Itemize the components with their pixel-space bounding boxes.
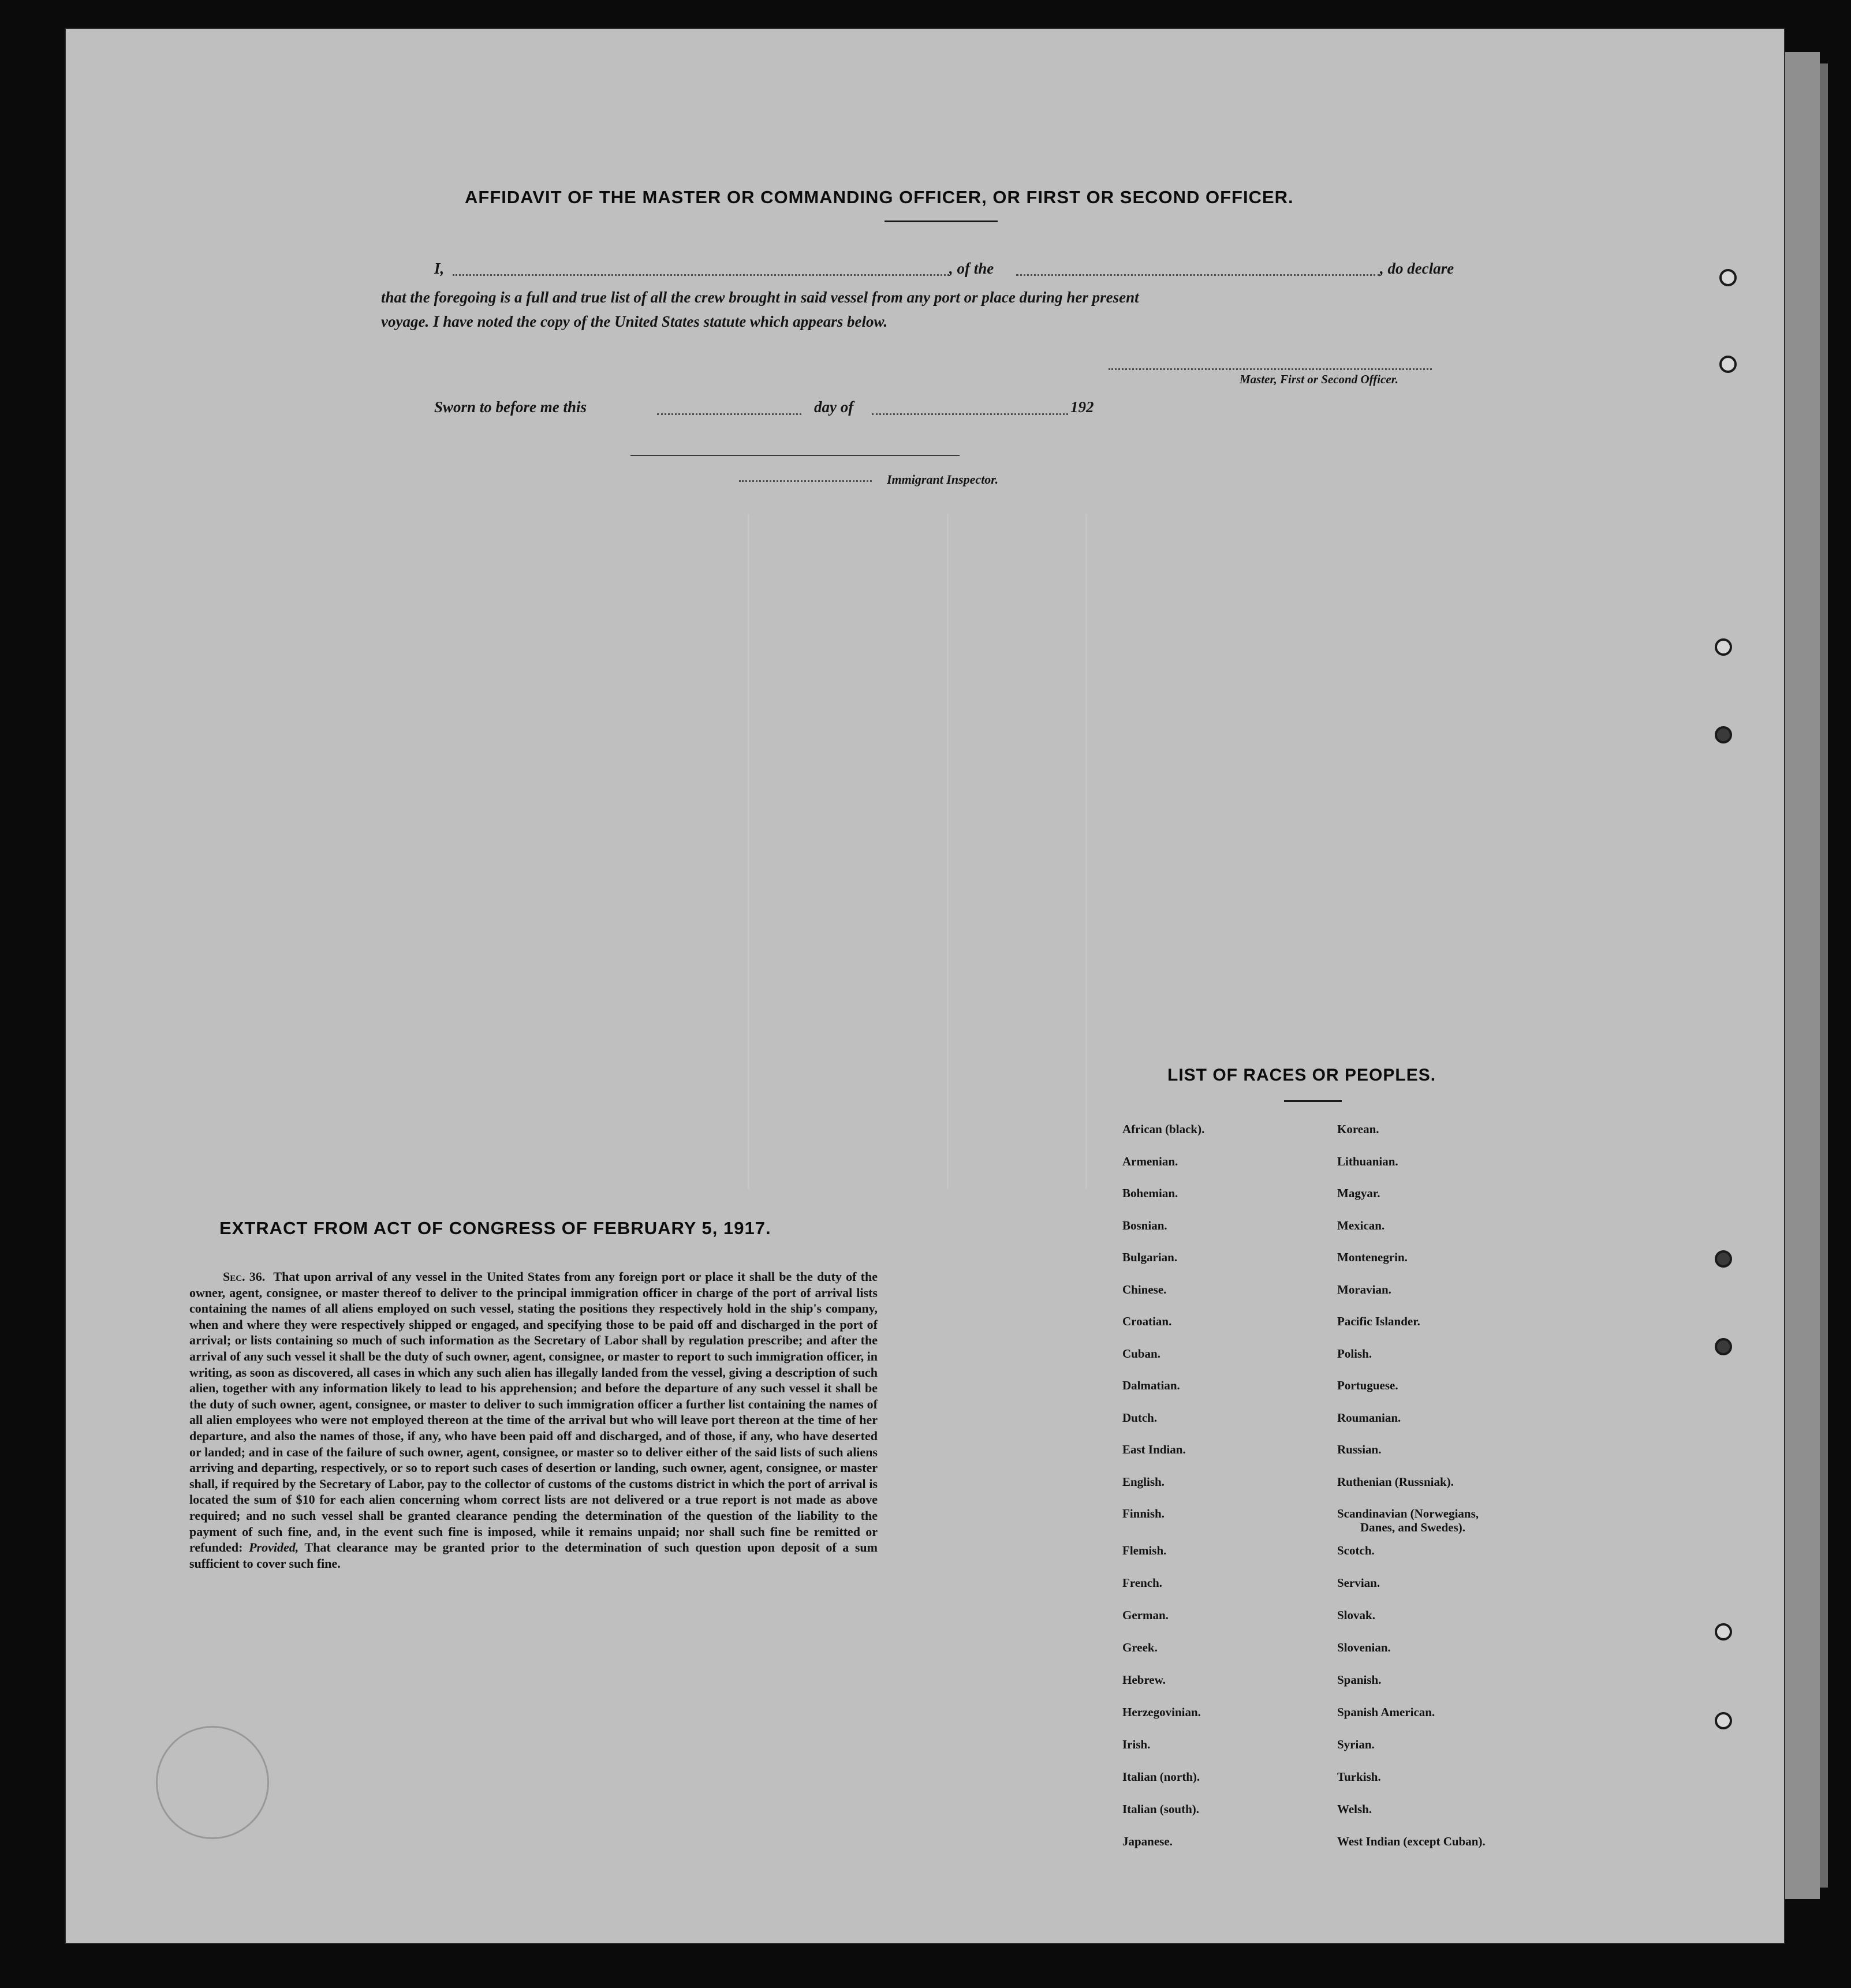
race-item: Croatian. bbox=[1122, 1314, 1172, 1328]
section-provided: Provided, bbox=[249, 1540, 299, 1555]
race-item: Hebrew. bbox=[1122, 1673, 1166, 1687]
race-item: Korean. bbox=[1337, 1122, 1379, 1136]
race-item: Scotch. bbox=[1337, 1544, 1375, 1557]
race-item: Servian. bbox=[1337, 1576, 1380, 1590]
extract-title: EXTRACT FROM ACT OF CONGRESS OF FEBRUARY 5, 1917. bbox=[219, 1218, 771, 1238]
faded-stamp-icon bbox=[156, 1726, 269, 1839]
race-item: Greek. bbox=[1122, 1641, 1158, 1654]
race-item: Spanish. bbox=[1337, 1673, 1382, 1687]
inspector-caption: Immigrant Inspector. bbox=[887, 472, 999, 487]
race-item: Magyar. bbox=[1337, 1186, 1380, 1200]
race-item: African (black). bbox=[1122, 1122, 1205, 1136]
affidavit-line2: that the foregoing is a full and true list of all the crew brought in said vessel from any port or place during her present bbox=[381, 289, 1139, 306]
race-item: West Indian (except Cuban). bbox=[1337, 1834, 1486, 1848]
bleed-through-line bbox=[748, 514, 749, 1189]
race-item: East Indian. bbox=[1122, 1443, 1186, 1456]
sworn-start: Sworn to before me this bbox=[434, 398, 587, 416]
race-item: Mexican. bbox=[1337, 1219, 1385, 1232]
race-item: Irish. bbox=[1122, 1737, 1151, 1751]
race-item: Italian (south). bbox=[1122, 1802, 1200, 1816]
race-item: Turkish. bbox=[1337, 1770, 1381, 1784]
section-body-part2: That clearance may be granted prior to the determination of such question upon deposit of a sum sufficient to cover such fine. bbox=[189, 1540, 878, 1571]
race-item: Russian. bbox=[1337, 1443, 1382, 1456]
race-item: Pacific Islander. bbox=[1337, 1314, 1420, 1328]
race-item: Montenegrin. bbox=[1337, 1250, 1408, 1264]
binder-hole-icon bbox=[1719, 356, 1737, 373]
vessel-blank[interactable] bbox=[1016, 274, 1380, 276]
race-item: Welsh. bbox=[1337, 1802, 1372, 1816]
race-item: Spanish American. bbox=[1337, 1705, 1435, 1719]
race-item: Danes, and Swedes). bbox=[1360, 1520, 1466, 1534]
race-item: Bulgarian. bbox=[1122, 1250, 1178, 1264]
race-item: Japanese. bbox=[1122, 1834, 1173, 1848]
race-item: Portuguese. bbox=[1337, 1378, 1398, 1392]
bleed-through-line bbox=[947, 514, 949, 1189]
race-item: Bohemian. bbox=[1122, 1186, 1178, 1200]
race-item: Dalmatian. bbox=[1122, 1378, 1180, 1392]
binder-hole-icon bbox=[1715, 1712, 1732, 1729]
affidavit-line3: voyage. I have noted the copy of the United States statute which appears below. bbox=[381, 313, 888, 330]
page-edge-dark bbox=[1820, 63, 1828, 1888]
race-item: Slovak. bbox=[1337, 1608, 1375, 1622]
manifest-page bbox=[65, 28, 1785, 1944]
race-item: Polish. bbox=[1337, 1347, 1372, 1361]
affidavit-title-rule bbox=[885, 221, 998, 222]
race-item: Moravian. bbox=[1337, 1283, 1391, 1296]
race-item: Scandinavian (Norwegians, bbox=[1337, 1507, 1479, 1520]
race-item: Italian (north). bbox=[1122, 1770, 1200, 1784]
section-body-part1: That upon arrival of any vessel in the United States from any foreign port or place it shall be the duty of the owner, agent, consignee, or master thereof to deliver to the principal immigration officer in charge of the port of arrival lists containing the names of all aliens employed on such vessel, stating the positions they respectively hold in the ship's company, when and where they were respectively shipped or engaged, and specifying those to be paid off and discharged in the port of arrival; or lists containing so much of such information as the Secretary of Labor shall by regulation prescribe; and after the arrival of any such vessel it shall be the duty of such owner, agent, consignee, or master to report to such immigration officer, in writing, as soon as discovered, all cases in which any such alien has illegally landed from the vessel, giving a description of such alien, together with any information likely to lead to his apprehension; and before the departure of any such vessel it shall be the duty of such owner, agent, consignee, or master to deliver to such immigration officer a further list containing the names of all alien employees who were not employed thereon at the time of the arrival but who will leave port thereon at the time of her departure, and also the names of those, if any, who have been paid off and discharged, and of those, if any, who have deserted or landed; and in case of the failure of such owner, agent, consignee, or master so to deliver either of the said lists of such aliens arriving and departing, respectively, or so to report such cases of desertion or landing, such owner, agent, consignee, or master shall, if required by the Secretary of Labor, pay to the collector of customs of the customs district in which the port of arrival is located the sum of $10 for each alien concerning whom correct lists are not delivered or a true report is not made as above required; and no such vessel shall be granted clearance pending the determination of the question of the liability to the payment of such fine, and, in the event such fine is imposed, while it remains unpaid; nor shall such fine be remitted or refunded: bbox=[189, 1269, 878, 1555]
binder-hole-icon bbox=[1715, 726, 1732, 743]
inspector-top-rule bbox=[630, 455, 960, 456]
name-blank[interactable] bbox=[453, 274, 949, 276]
section-label: Sec. 36. bbox=[223, 1269, 266, 1284]
binder-hole-icon bbox=[1715, 1623, 1732, 1641]
sworn-mid: day of bbox=[814, 398, 854, 416]
inspector-signature-blank[interactable] bbox=[739, 480, 872, 482]
bleed-through-line bbox=[1085, 514, 1087, 1189]
page-edge-shadow bbox=[1785, 52, 1820, 1899]
affidavit-line1-mid: , of the bbox=[949, 260, 994, 277]
race-item: English. bbox=[1122, 1475, 1165, 1489]
sworn-year: 192 bbox=[1070, 398, 1094, 416]
race-item: Herzegovinian. bbox=[1122, 1705, 1201, 1719]
race-item: Lithuanian. bbox=[1337, 1154, 1398, 1168]
officer-signature-caption: Master, First or Second Officer. bbox=[1240, 372, 1398, 386]
binder-hole-icon bbox=[1715, 638, 1732, 656]
binder-hole-icon bbox=[1715, 1250, 1732, 1268]
affidavit-title: AFFIDAVIT OF THE MASTER OR COMMANDING OFFICER, OR FIRST OR SECOND OFFICER. bbox=[465, 187, 1294, 207]
race-item: German. bbox=[1122, 1608, 1169, 1622]
races-title: LIST OF RACES OR PEOPLES. bbox=[1167, 1066, 1436, 1085]
affidavit-line1-start: I, bbox=[434, 260, 445, 277]
race-item: Chinese. bbox=[1122, 1283, 1167, 1296]
affidavit-line1-end: , do declare bbox=[1380, 260, 1454, 277]
section-36-text bbox=[189, 1269, 878, 1571]
race-item: Syrian. bbox=[1337, 1737, 1375, 1751]
race-item: Dutch. bbox=[1122, 1411, 1158, 1425]
race-item: Slovenian. bbox=[1337, 1641, 1391, 1654]
race-item: French. bbox=[1122, 1576, 1163, 1590]
binder-hole-icon bbox=[1715, 1338, 1732, 1355]
race-item: Finnish. bbox=[1122, 1507, 1165, 1520]
races-title-rule bbox=[1284, 1100, 1342, 1102]
sworn-day-blank[interactable] bbox=[657, 413, 801, 415]
race-item: Ruthenian (Russniak). bbox=[1337, 1475, 1454, 1489]
race-item: Cuban. bbox=[1122, 1347, 1160, 1361]
sworn-month-blank[interactable] bbox=[872, 413, 1068, 415]
race-item: Bosnian. bbox=[1122, 1219, 1167, 1232]
race-item: Flemish. bbox=[1122, 1544, 1167, 1557]
race-item: Roumanian. bbox=[1337, 1411, 1401, 1425]
race-item: Armenian. bbox=[1122, 1154, 1178, 1168]
binder-hole-icon bbox=[1719, 269, 1737, 286]
officer-signature-blank[interactable] bbox=[1109, 368, 1432, 370]
